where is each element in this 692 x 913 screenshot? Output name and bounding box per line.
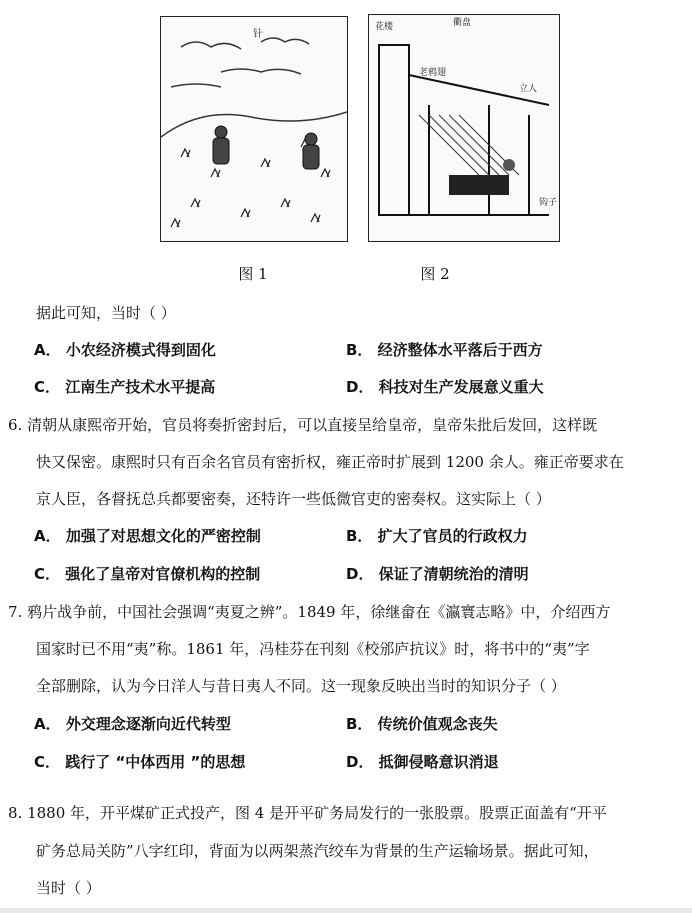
q5-stem: 据此可知，当时（ ） <box>36 304 176 322</box>
q7-option-a: A． 外交理念逐渐向近代转型 <box>34 715 231 733</box>
field-illustration <box>161 17 347 241</box>
q8-line-1: 8. 1880 年，开平煤矿正式投产，图 4 是开平矿务局发行的一张股票。股票正面盖有“开平 <box>8 804 607 822</box>
q6-line-1: 6. 清朝从康熙帝开始，官员将奏折密封后，可以直接呈给皇帝，皇帝朱批后发回，这样既 <box>8 416 598 434</box>
fig2-label-3: 老鸦翅 <box>419 68 447 78</box>
q7-option-b: B． 传统价值观念丧失 <box>346 715 498 733</box>
figure-1-caption: 图 1 <box>238 265 268 283</box>
q5-option-d: D． 科技对生产发展意义重大 <box>346 378 544 396</box>
figure-1-image <box>160 16 348 242</box>
q6-option-d: D． 保证了清朝统治的清明 <box>346 565 529 583</box>
bottom-divider <box>0 908 692 913</box>
fig1-label: 针 <box>253 29 263 40</box>
fig2-label-5: 钩子 <box>539 198 558 208</box>
q6-line-3: 京人臣，各督抚总兵都要密奏，还特许一些低微官吏的密奏权。这实际上（ ） <box>36 490 551 508</box>
fig2-label-1: 花楼 <box>375 22 394 32</box>
q7-line-3: 全部删除，认为今日洋人与昔日夷人不同。这一现象反映出当时的知识分子（ ） <box>36 677 566 695</box>
q6-option-a: A． 加强了对思想文化的严密控制 <box>34 527 261 545</box>
q5-option-a: A． 小农经济模式得到固化 <box>34 341 216 359</box>
q7-line-2: 国家时已不用“夷”称。1861 年，冯桂芬在刊刻《校邠庐抗议》时，将书中的“夷”字 <box>36 640 590 658</box>
q5-option-c: C． 江南生产技术水平提高 <box>34 378 216 396</box>
loom-illustration <box>369 15 559 241</box>
q6-option-c: C． 强化了皇帝对官僚机构的控制 <box>34 565 261 583</box>
fig2-label-2: 衢盘 <box>453 18 472 28</box>
q6-option-b: B． 扩大了官员的行政权力 <box>346 527 528 545</box>
q5-option-b: B． 经济整体水平落后于西方 <box>346 341 543 359</box>
q7-option-d: D． 抵御侵略意识消退 <box>346 753 499 771</box>
figure-2-caption: 图 2 <box>420 265 450 283</box>
q7-line-1: 7. 鸦片战争前，中国社会强调“夷夏之辨”。1849 年，徐继畲在《瀛寰志略》中，介绍西方 <box>8 603 611 621</box>
q8-line-3: 当时（ ） <box>36 879 101 897</box>
q7-option-c: C． 践行了 “中体西用 ”的思想 <box>34 753 246 771</box>
q6-line-2: 快又保密。康熙时只有百余名官员有密折权，雍正帝时扩展到 1200 余人。雍正帝要求在 <box>36 453 624 471</box>
fig2-label-4: 立人 <box>519 84 538 94</box>
q8-line-2: 矿务总局关防”八字红印，背面为以两架蒸汽绞车为背景的生产运输场景。据此可知， <box>36 842 599 860</box>
figure-2-image <box>368 14 560 242</box>
